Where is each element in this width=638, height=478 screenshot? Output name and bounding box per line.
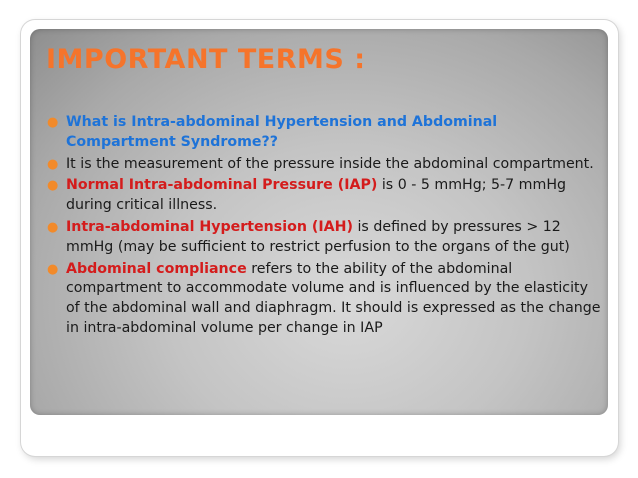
bullet-marker-icon: ●	[47, 178, 59, 194]
bullet-item	[46, 260, 606, 339]
bullet-item	[46, 176, 606, 216]
slide-footer-area	[30, 415, 608, 449]
bullet-marker-icon: ●	[47, 115, 59, 130]
bullet-list	[46, 113, 606, 341]
term-iah-description: is defined by pressures > 12 mmHg (may be sufficient to restrict perfusion to the organs of the gut)	[66, 218, 570, 255]
bullet-marker-icon: ●	[47, 219, 59, 235]
bullet-marker-icon: ●	[47, 156, 59, 172]
bullet-marker-icon: ●	[47, 261, 59, 277]
question-text: What is Intra-abdominal Hypertension and Abdominal Compartment Syndrome??	[66, 114, 498, 150]
term-abdominal-compliance-description: refers to the ability of the abdominal compartment to accommodate volume and is influenced by the elasticity of the abdominal wall and diaphragm. It should is expressed as the change in intra-abdominal volume per change in IAP	[66, 260, 601, 336]
term-abdominal-compliance: Abdominal compliance	[66, 260, 247, 277]
bullet-item	[46, 155, 606, 175]
term-iah: Intra-abdominal Hypertension (IAH)	[66, 218, 353, 235]
term-iap: Normal Intra-abdominal Pressure (IAP)	[66, 177, 378, 194]
slide-title: IMPORTANT TERMS :	[46, 44, 366, 75]
bullet-item	[46, 113, 606, 153]
definition-text: It is the measurement of the pressure inside the abdominal compartment.	[66, 155, 594, 172]
bullet-item	[46, 218, 606, 258]
term-iap-description: is 0 - 5 mmHg; 5-7 mmHg during critical illness.	[66, 177, 567, 214]
